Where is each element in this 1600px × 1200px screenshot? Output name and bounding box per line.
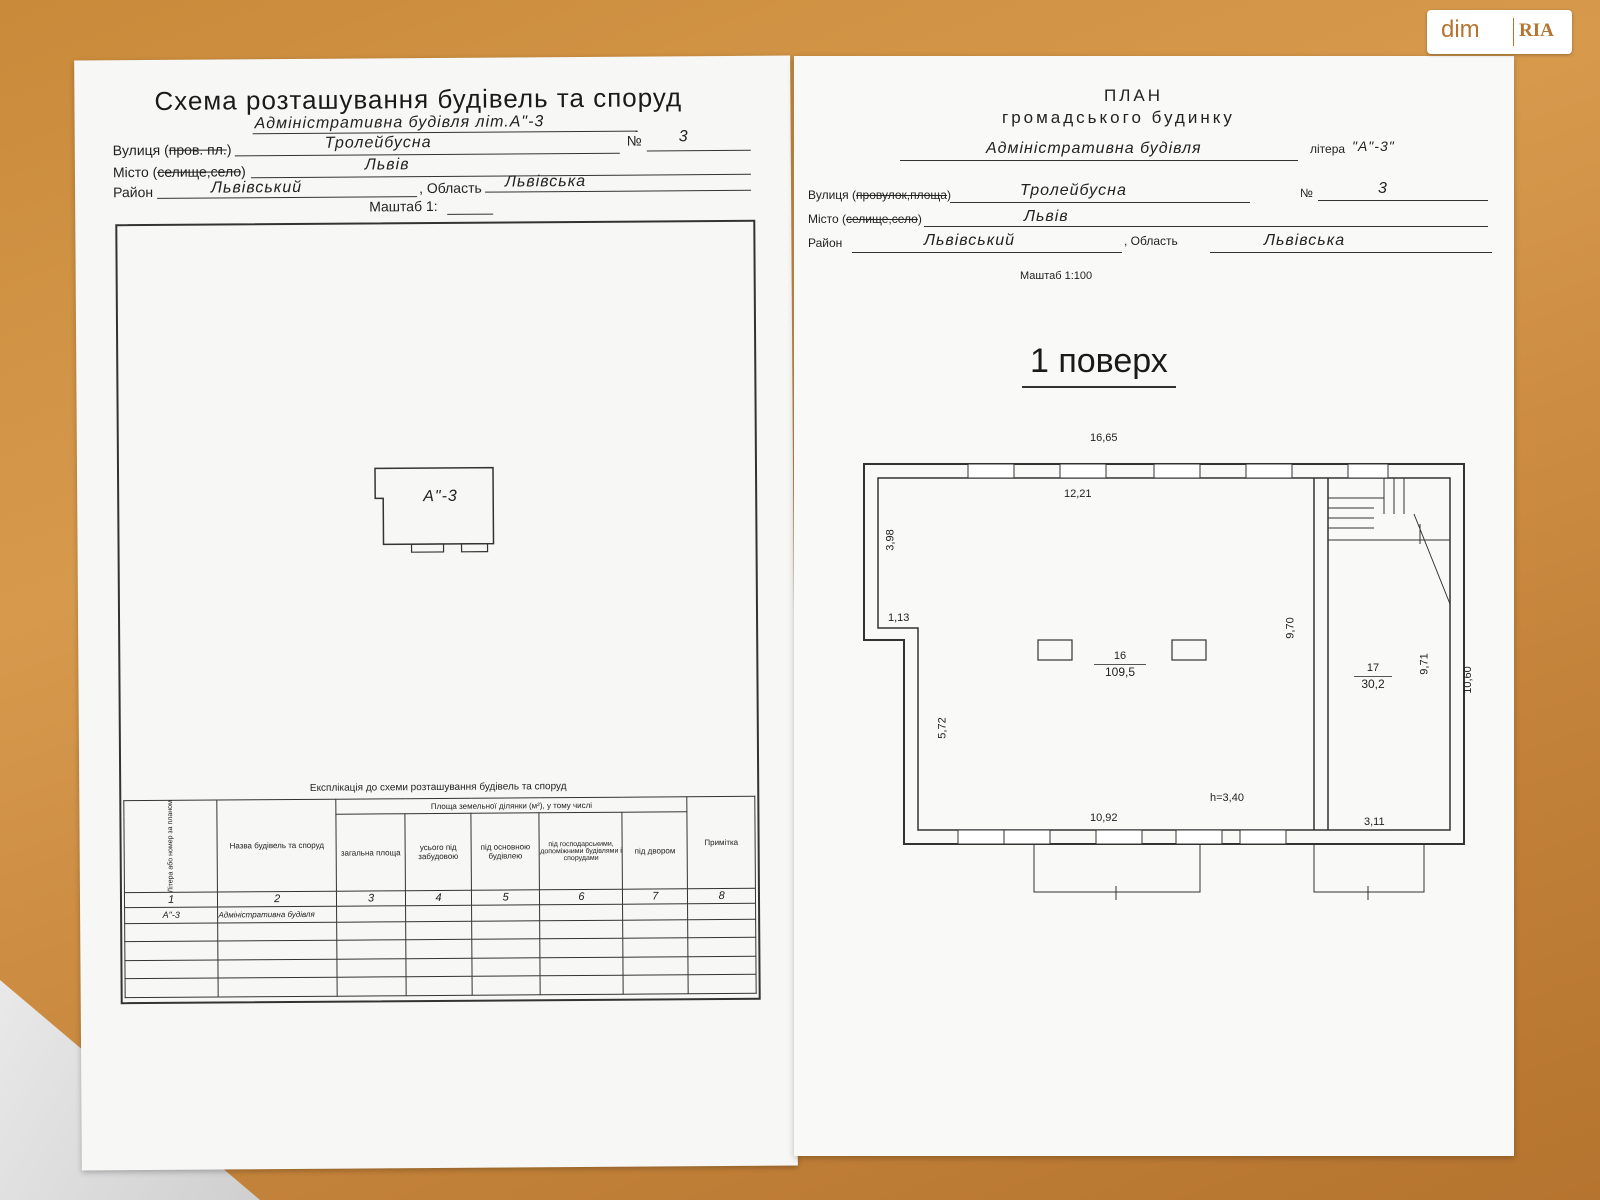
number-label: № — [626, 132, 642, 149]
litera-label: літера — [1310, 142, 1346, 156]
site-plan-title: Схема розташування будівель та споруд — [154, 82, 683, 116]
dim-left-lower: 5,72 — [936, 717, 949, 739]
street-label: Вулиця (пров. пл.) — [112, 141, 232, 159]
number-label: № — [1300, 186, 1313, 200]
litera-value: "А"-3" — [1352, 138, 1395, 154]
left-page — [74, 56, 798, 1171]
region-value: Львівська — [1264, 232, 1346, 249]
district-value: Львівський — [924, 232, 1016, 249]
region-value: Львівська — [504, 172, 587, 191]
dimria-watermark — [1427, 10, 1572, 54]
number-value: 3 — [678, 128, 689, 146]
watermark-dim: dim — [1441, 16, 1480, 43]
plan-subtitle: громадського будинку — [1002, 108, 1235, 127]
watermark-ria: RIA — [1519, 20, 1554, 41]
street-value: Тролейбусна — [324, 134, 432, 152]
dim-right-total: 10,60 — [1461, 666, 1474, 694]
scale-label: Маштаб 1: — [369, 197, 438, 215]
building-label: А"-3 — [423, 487, 458, 506]
dim-mid-vertical: 9,70 — [1284, 617, 1297, 639]
explication-title: Експлікація до схеми розташування будівель та споруд — [309, 781, 567, 794]
dim-top-total: 16,65 — [1090, 432, 1118, 444]
city-label: Місто (селище,село) — [808, 212, 922, 226]
street-value: Тролейбусна — [1020, 182, 1127, 199]
dim-right-room: 9,71 — [1418, 653, 1431, 675]
right-page — [794, 56, 1514, 1156]
dim-bottom-right: 3,11 — [1364, 816, 1385, 828]
table-row: А"-3 Адміністративна будівля — [125, 904, 756, 924]
district-label: Район — [808, 236, 843, 250]
floor-plan — [854, 454, 1484, 934]
region-label: , Область — [1124, 234, 1178, 248]
room-17-number: 17 — [1366, 662, 1380, 674]
region-label: , Область — [418, 179, 482, 197]
city-value: Львів — [364, 156, 410, 174]
city-label: Місто (селище,село) — [112, 163, 246, 181]
dim-step: 1,13 — [888, 612, 910, 624]
room-17-area: 30,2 — [1354, 676, 1392, 691]
district-value: Львівський — [210, 178, 303, 197]
city-value: Львів — [1024, 208, 1069, 225]
plan-title: ПЛАН — [1104, 86, 1163, 105]
scale: Маштаб 1:100 — [1020, 270, 1093, 282]
dim-left-upper: 3,98 — [884, 529, 897, 551]
site-plan-subtitle: Адміністративна будівля літ.А"-3 — [254, 113, 545, 133]
explication-table: Літера або номер за планом Назва будівель та споруд Площа земельної ділянки (м²), у тому числі Примітка загальна площа усього під забудовою під основною будівлею під господарськими, допоміжними будівлями і спорудами під двором 1 2 3 4 5 6 7 8 А"-3 Адміністративна будівля — [123, 796, 756, 998]
building-outline — [373, 466, 499, 563]
room-16-number: 16 — [1113, 650, 1127, 662]
district-label: Район — [112, 183, 154, 201]
street-label: Вулиця (провулок,площа) — [808, 188, 951, 202]
dim-bottom-left: 10,92 — [1090, 812, 1118, 824]
room-16-area: 109,5 — [1094, 664, 1146, 679]
number-value: 3 — [1378, 180, 1388, 197]
floor-title: 1 поверх — [1030, 342, 1168, 380]
building-name: Адміністративна будівля — [986, 140, 1202, 157]
ceiling-height: h=3,40 — [1210, 792, 1244, 804]
dim-inner-top: 12,21 — [1064, 488, 1092, 500]
